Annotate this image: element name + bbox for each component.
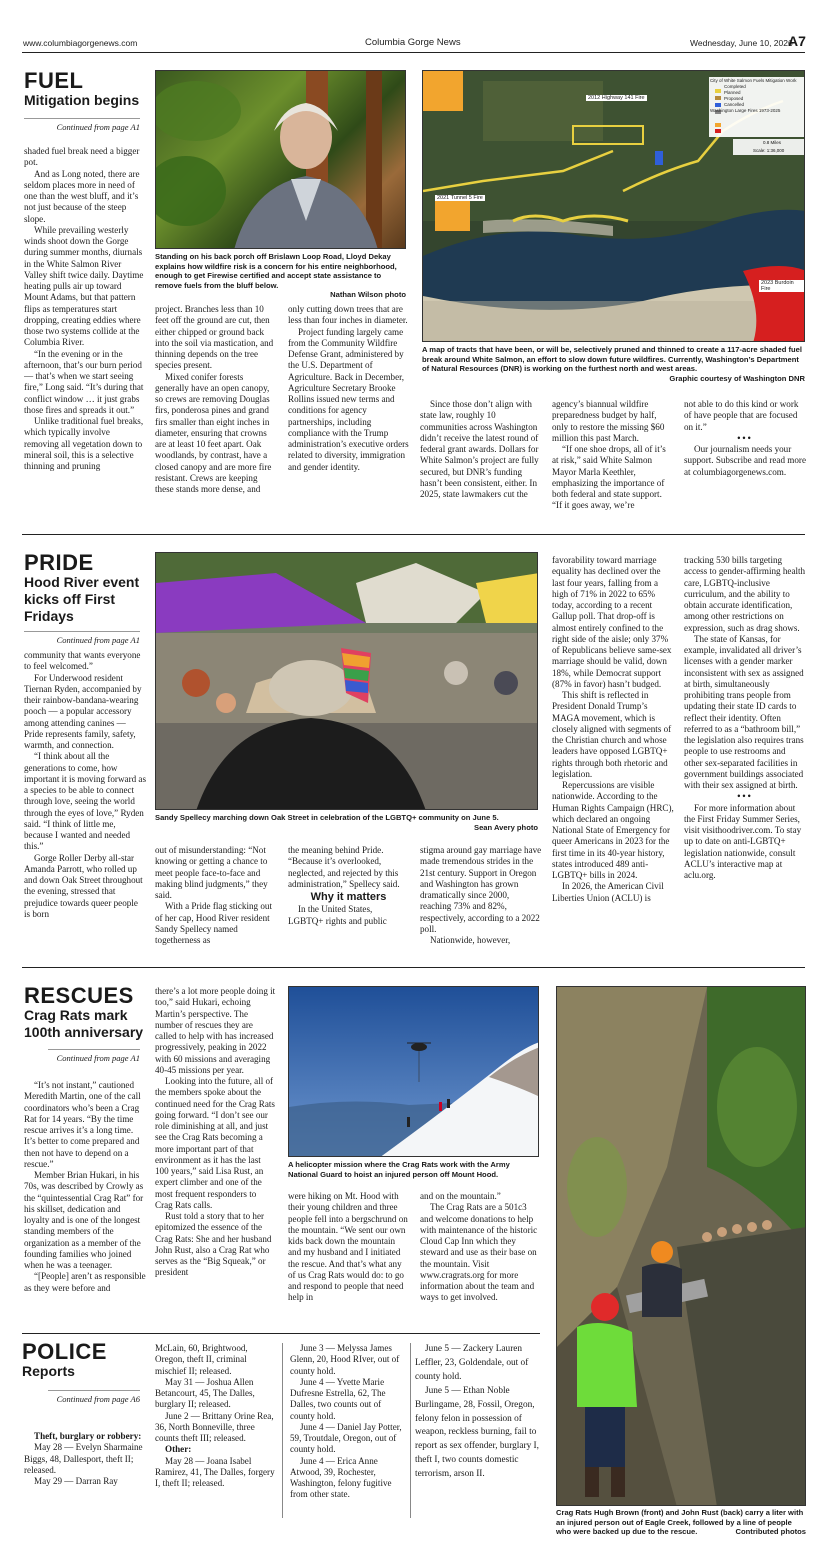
litter-caption <box>556 1508 806 1537</box>
litter-caption-text: Crag Rats Hugh Brown (front) and John Rust (back) carry a liter with an injured person out of Eagle Creek, followed by a line of people who were backed up due to the rescue. <box>556 1508 804 1537</box>
fuel-column-2 <box>155 304 276 522</box>
fuel-column-6 <box>684 399 806 522</box>
paragraph: the meaning behind Pride. “Because it’s overlooked, neglected, and rejected by this administration,” Spellecy said. <box>288 845 400 889</box>
paragraph: agency’s biannual wildfire preparedness budget by half, only to restore the missing $60 million this past March. <box>552 399 665 443</box>
pride-column-5 <box>552 555 674 955</box>
police-column-1 <box>24 1431 146 1521</box>
fuel-continued: Continued from page A1 <box>24 118 140 132</box>
section-dots: ••• <box>737 791 753 802</box>
pride-column-3 <box>288 845 409 955</box>
paragraph: While prevailing westerly winds shoot down the Gorge during summer months, diurnals in the White Salmon River Valley shift twice daily. Daytime heating pulls air up toward Mount Adams, but that pattern flips as temperatures start dropping, creating eddies where those two systems collide at the Columbia River. <box>24 224 144 348</box>
rescues-continued: Continued from page A1 <box>48 1049 140 1063</box>
police-continued: Continued from page A6 <box>48 1390 140 1404</box>
map-label-fire2: 2021 Tunnel 5 Fire <box>437 195 483 201</box>
paragraph: Looking into the future, all of the members spoke about the continued need for the Crag Rats going forward. “I don’t see our role diminishing at all, and just see the Crag Rats becoming a more important part of that environment as it has the last 100 years,” said Lisa Rust, an expert climber and one of the most frequent responders to Crag Rats calls. <box>155 1076 275 1210</box>
pride-deck: Hood River event kicks off First Fridays <box>24 574 140 624</box>
rescues-column-2 <box>155 986 276 1327</box>
paper-name: Columbia Gorge News <box>365 37 461 48</box>
police-theft-head: Theft, burglary or robbery: <box>34 1431 142 1441</box>
paragraph: and on the mountain.” <box>420 1191 501 1201</box>
dekay-credit: Nathan Wilson photo <box>330 290 406 300</box>
litter-photo-art <box>557 987 806 1506</box>
map-scale: 0.8 Miles <box>763 140 782 145</box>
paragraph: out of misunderstanding: “Not knowing or getting a chance to meet people face-to-face and making blind judgments,” they said. <box>155 845 268 900</box>
helicopter-photo <box>288 986 539 1157</box>
dnr-map <box>422 70 805 342</box>
paragraph: project. Branches less than 10 feet off the ground are cut, then either chipped or ground back into the soil via mastication, and thinning depends on the tree species present. <box>155 304 274 371</box>
police-other-head: Other: <box>165 1444 192 1455</box>
paragraph: only cutting down trees that are less than four inches in diameter. <box>288 304 408 326</box>
police-kicker: POLICE <box>22 1339 107 1364</box>
section-rule <box>22 534 805 535</box>
page-number: A7 <box>788 33 806 49</box>
map-legend <box>710 78 804 114</box>
paragraph: Project funding largely came from the Community Wildfire Defense Grant, administered by the U.S. Department of Agriculture. Back in December, Agriculture Secretary Brooke Rollins issued new terms and conditions for agency partnerships, including compliance with the Trump administration’s executive orders related to diversity, immigration and gender identity. <box>288 326 409 472</box>
map-legend-title: City of White Salmon Fuels Mitigation Work <box>710 78 797 83</box>
paragraph: “If one shoe drops, all of it’s at risk,” said White Salmon Mayor Marla Keethler, emphasizing the importance of both federal and state support. “If it goes away, we’re <box>552 444 666 511</box>
paragraph: June 3 — Melyssa James Glenn, 20, Hood RIver, out of county hold. <box>290 1343 400 1376</box>
paragraph: Our journalism needs your support. Subscribe and read more at columbiagorgenews.com. <box>684 444 806 477</box>
paragraph: tracking 530 bills targeting access to gender-affirming health care, LGBTQ-inclusive curriculum, and the ability to obtain accurate identification, among other restrictions on expression, such as drag shows. <box>684 555 806 633</box>
dekay-caption-text: Standing on his back porch off Brislawn Loop Road, Lloyd Dekay explains how wildfire risk is a concern for his entire neighborhood, enough to get Firewise certified and accept state assistance to remove fuels from the bluff below. <box>155 252 397 290</box>
pride-credit: Sean Avery photo <box>474 822 538 832</box>
rescues-headline <box>24 985 149 1041</box>
pride-column-4 <box>420 845 542 955</box>
paragraph: For more information about the First Friday Summer Series, visit visithoodriver.com. To stay up to date on anti-LGBTQ+ legislation nationwide, consult ACLU’s interactive map at aclu.org. <box>684 802 802 880</box>
paragraph: Gorge Roller Derby all-star Amanda Parrott, who rolled up and down Oak Street throughout the evening, stressed that prejudice towards queer people is born <box>24 852 143 919</box>
pride-column-6 <box>684 555 806 955</box>
paragraph: The Crag Rats are a 501c3 and welcome donations to help with maintenance of the historic Cloud Cap Inn which they steward and use as their base on the mountain. Visit www.cragrats.org for more information about the team and ways to get involved. <box>420 1202 538 1303</box>
paragraph: Repercussions are visible nationwide. According to the Human Rights Campaign (HRC), which declared an ongoing National State of Emergency for queer Americans in 2023 for the first time in its 40-year history, states introduced 489 anti-LGBTQ+ bills in 2024. <box>552 780 674 880</box>
map-legend-item: Completed <box>724 84 746 89</box>
pride-headline <box>24 552 144 625</box>
helicopter-photo-art <box>289 987 539 1157</box>
police-deck: Reports <box>22 1363 75 1379</box>
paragraph: In the United States, LGBTQ+ rights and public <box>288 904 387 926</box>
fuel-column-5 <box>552 399 674 522</box>
paragraph: stigma around gay marriage have made tremendous strides in the 21st century. Support in Oregon and Washington has grown dramatically since 2000, reaching 73% and 82%, respectively, according to a 2022 poll. <box>420 845 542 934</box>
paragraph: This shift is reflected in President Donald Trump’s MAGA movement, which is closely aligned with segments of the Christian church and whose leaders have opposed LGBTQ+ rights through both rhetoric and legislation. <box>552 690 672 779</box>
paragraph: Nationwide, however, <box>430 935 511 945</box>
rescues-column-3 <box>288 1191 409 1327</box>
litter-photo <box>556 986 806 1506</box>
paragraph: For Underwood resident Tiernan Ryden, accompanied by their rainbow-bandana-wearing pooch — a popular accessory among attending canines — Pride represents family, safety, warmth, and connection. <box>24 672 142 750</box>
paragraph: With a Pride flag sticking out of her cap, Hood River resident Sandy Spellecy named togetherness as <box>155 901 272 945</box>
section-dots: ••• <box>737 432 753 443</box>
map-caption <box>422 345 805 383</box>
pride-caption <box>155 813 538 832</box>
map-legend-item: Planned <box>724 90 741 95</box>
issue-date: Wednesday, June 10, 2026 <box>690 38 793 48</box>
paragraph: June 4 — Yvette Marie Dufresne Estrella, 62, The Dalles, two counts out of county hold. <box>290 1376 386 1421</box>
dekay-caption <box>155 252 406 300</box>
map-legend-item: Proposed <box>724 96 744 101</box>
paragraph: In 2026, the American Civil Liberties Union (ACLU) is <box>552 881 664 903</box>
paragraph: “In the evening or in the afternoon, that’s our burn period — that’s when we start seeing fire,” Long said. “It’s during that conflict window … it just grabs those fires and spreads it out.” <box>24 348 144 415</box>
pride-column-2 <box>155 845 277 955</box>
map-legend-item: Cancelled <box>724 102 745 107</box>
police-column-2 <box>155 1343 276 1523</box>
paragraph: community that wants everyone to feel welcomed.” <box>24 650 141 672</box>
fuel-kicker: FUEL <box>24 68 84 93</box>
paragraph: were hiking on Mt. Hood with their young children and three people fell into a bergschrund on the mountain. “We sent our own kids back down the mountain and my husband and I initiated the rescue. And that’s what any of us Crag Rats would do: to go and respond to people that need help in <box>288 1191 408 1303</box>
site-url: www.columbiagorgenews.com <box>23 38 138 48</box>
paragraph: favorability toward marriage equality has declined over the last four years, falling from a high of 71% in 2022 to 65% today, according to a recent Gallup poll. That drop-off is almost entirely confined to the right side of the aisle; only 37% of Republicans believe same-sex marriage should be valid, down 18%, while Democrat support (87% in favor) hasn’t budged. <box>552 555 672 689</box>
police-column-4 <box>415 1343 540 1523</box>
column-divider <box>282 1343 283 1518</box>
rescues-column-4 <box>420 1191 542 1327</box>
fuel-column-3 <box>288 304 409 522</box>
paragraph: Unlike traditional fuel breaks, which typically involve removing all vegetation down to mineral soil, this is a selective thinning and pruning <box>24 416 144 471</box>
dekay-photo-art <box>156 71 406 249</box>
fuel-deck: Mitigation begins <box>24 92 140 108</box>
police-headline <box>22 1341 142 1380</box>
paragraph: May 31 — Joshua Allen Betancourt, 45, The Dalles, burglary II; released. <box>155 1376 255 1410</box>
map-caption-text: A map of tracts that have been, or will be, selectively pruned and thinned to create a 117-acre shaded fuel break around White Salmon, an effort to slow down future wildfires. Currently, Washington’s Department of Natural Resources (DNR) is working on the furthest north and west areas. <box>422 345 802 374</box>
map-label-fire1: 2012 Highway 141 Fire <box>588 95 645 101</box>
paragraph: shaded fuel break need a bigger pot. <box>24 146 140 168</box>
paragraph: Mixed conifer forests generally have an open canopy, so crews are removing Douglas firs, ponderosa pines and grand firs smaller than eight inches in diameter, ensuring that crowns are at least 10 feet apart. Oak woodlands, by contrast, have a closed canopy and are more fire resistant. Crews are keeping these stands more dense, and <box>155 371 272 494</box>
paragraph: not able to do this kind or work of have people that are focused on it.” <box>684 399 799 432</box>
fuel-headline <box>24 70 142 109</box>
fuel-column-4 <box>420 399 542 522</box>
column-divider <box>410 1343 411 1518</box>
map-legend-sub: Washington Large Fires 1973-2025 <box>710 108 781 113</box>
map-label-fire3: 2023 Burdoin Fire <box>759 280 804 292</box>
why-it-matters-subhead: Why it matters <box>310 891 387 903</box>
litter-credit: Contributed photos <box>735 1527 806 1537</box>
paragraph: “It’s not instant,” cautioned Meredith Martin, one of the call coordinators who’s been a Crag Rat for 14 years. “By the time rescue arrives it’s a long time. It’s better to come prepared and then not have to depend on a rescue.” <box>24 1080 141 1169</box>
paragraph: Member Brian Hukari, in his 70s, was described by Crowly as the “quintessential Crag Rat” for his skillset, dedication and loyalty and is one of the longest standing members of the organization as a member of the founding families who joined when he was a teenager. <box>24 1170 144 1270</box>
pride-photo <box>155 552 538 810</box>
paragraph: June 5 — Zackery Lauren Leffler, 23, Goldendale, out of county hold. <box>415 1344 529 1382</box>
paragraph: May 28 — Joana Isabel Ramirez, 41, The Dalles, forgery I, theft II; released. <box>155 1455 275 1488</box>
map-scale-ratio: Scale: 1:36,000 <box>753 148 785 153</box>
paragraph: The state of Kansas, for example, invalidated all driver’s licenses with a gender marker inconsistent with sex as assigned at birth, simultaneously prohibiting trans people from updating their state ID cards to reflect their identity. Often referred to as a “bathroom bill,” the legislation also requires trans people to use restrooms and other sex-separated facilities in government buildings associated with their sex assigned at birth. <box>684 633 804 790</box>
rescues-kicker: RESCUES <box>24 983 134 1008</box>
pride-kicker: PRIDE <box>24 550 94 575</box>
paragraph: May 29 — Darran Ray <box>34 1476 118 1486</box>
paragraph: “I think about all the generations to come, how important it is moving forward as a species to be able to connect through love, seeing the world through the eyes of love,” Ryden said. “I think of little me, because I wanted and needed this.” <box>24 751 146 852</box>
pride-photo-art <box>156 553 538 810</box>
paragraph: “[People] aren’t as responsible as they were before and <box>24 1271 146 1293</box>
map-credit: Graphic courtesy of Washington DNR <box>669 373 805 383</box>
police-column-3 <box>290 1343 404 1523</box>
paragraph: Rust told a story that to her epitomized the essence of the Crag Rats: She and her husband John Rust, also a Crag Rat who serves as the “Big Squeak,” or president <box>155 1211 272 1278</box>
pride-column-1 <box>24 650 146 954</box>
paragraph: McLain, 60, Brightwood, Oregon, theft II, criminal mischief II; released. <box>155 1343 248 1376</box>
pride-caption-text: Sandy Spellecy marching down Oak Street in celebration of the LGBTQ+ community on June 5. <box>155 813 499 822</box>
paragraph: June 5 — Ethan Noble Burlingame, 28, Fossil, Oregon, felony felon in possession of weapon, reckless burning, fail to report as sex offender, burglary I, theft I, two counts domestic terrorism, arson II. <box>415 1385 539 1480</box>
paragraph: June 4 — Erica Anne Atwood, 39, Rochester, Washington, felony fugitive from other state. <box>290 1455 392 1500</box>
header-rule <box>22 52 805 53</box>
pride-continued: Continued from page A1 <box>24 631 140 645</box>
helicopter-caption: A helicopter mission where the Crag Rats work with the Army National Guard to hoist an injured person off Mount Hood. <box>288 1160 510 1179</box>
paragraph: May 28 — Evelyn Sharmaine Biggs, 48, Dallesport, theft II; released. <box>24 1442 143 1475</box>
paragraph: June 2 — Brittany Orine Rea, 36, North Bonneville, three counts theft III; released. <box>155 1410 274 1443</box>
dekay-photo <box>155 70 406 249</box>
paragraph: And as Long noted, there are seldom places more in need of one than the west bluff, and it’s not just because of the steep slope. <box>24 168 140 224</box>
rescues-column-1 <box>24 1080 146 1327</box>
paragraph: there’s a lot more people doing it too,” said Hukari, echoing Martin’s perspective. The number of rescues they are called to help with has increased progressively, peaking in 2022 with 60 missions and averaging 40-45 missions per year. <box>155 986 276 1075</box>
paragraph: June 4 — Daniel Jay Potter, 59, Troutdale, Oregon, out of county hold. <box>290 1421 402 1455</box>
fuel-column-1 <box>24 146 146 522</box>
section-rule <box>22 1333 540 1334</box>
rescues-deck: Crag Rats mark 100th anniversary <box>24 1007 144 1040</box>
paragraph: Since those don’t align with state law, roughly 10 communities across Washington didn’t receive the latest round of federal grant awards. Dollars for White Salmon’s project are fully secured, but DNR’s funding hasn’t been consistent, either. In 2025, state lawmakers cut the <box>420 399 539 499</box>
section-rule <box>22 967 805 968</box>
